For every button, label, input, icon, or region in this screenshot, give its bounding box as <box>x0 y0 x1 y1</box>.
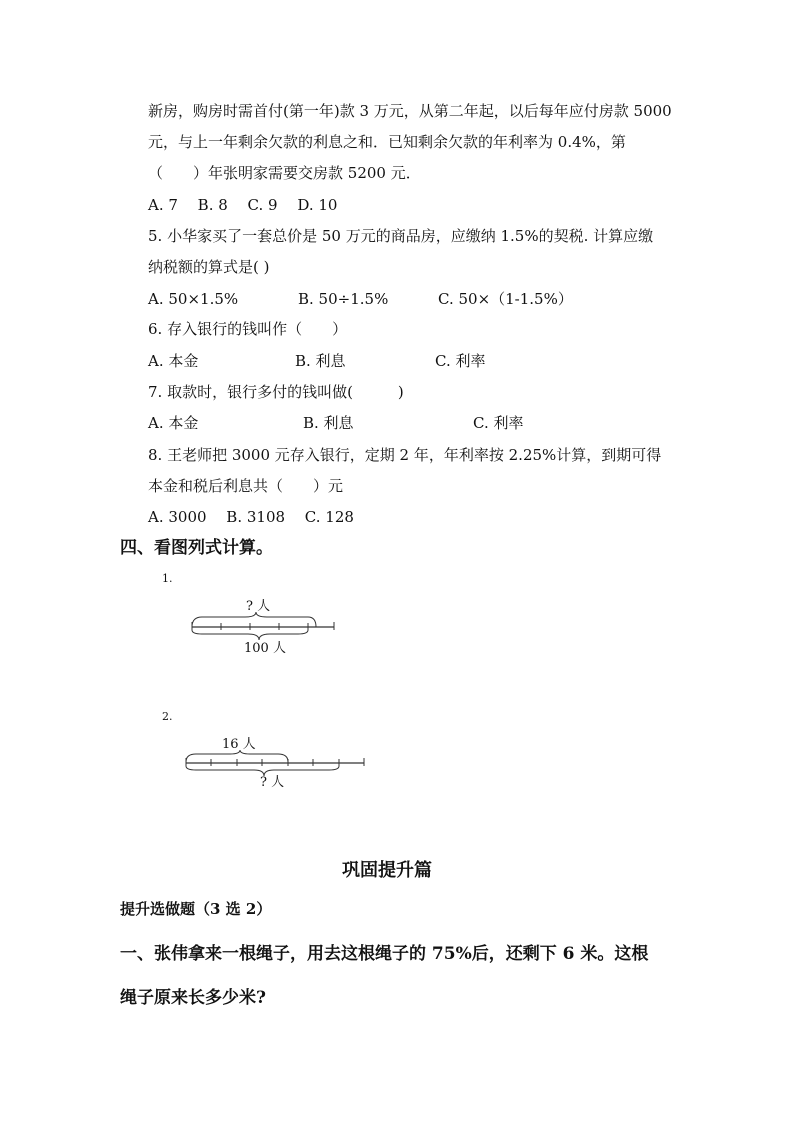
q4-options: A. 7 B. 8 C. 9 D. 10 <box>148 196 338 214</box>
q5-option-b: B. 50÷1.5% <box>298 290 389 308</box>
q7-option-b: B. 利息 <box>303 414 354 432</box>
figure-1 <box>150 570 390 670</box>
q6-option-a: A. 本金 <box>148 352 199 370</box>
q4-line-3: （ ）年张明家需要交房款 5200 元． <box>148 164 421 182</box>
problem-1-line-1: 一、张伟拿来一根绳子，用去这根绳子的 75%后，还剩下 6 米。这根 <box>120 944 649 964</box>
q4-line-2: 元，与上一年剩余欠款的利息之和．已知剩余欠款的年利率为 0.4%，第 <box>148 133 626 151</box>
figure-2 <box>150 710 390 800</box>
problem-1-line-2: 绳子原来长多少米? <box>120 988 266 1008</box>
q7-option-a: A. 本金 <box>148 414 199 432</box>
figure-1-number: 1. <box>162 572 173 585</box>
q8-line-1: 8. 王老师把 3000 元存入银行，定期 2 年，年利率按 2.25%计算，到期可得 <box>148 446 662 464</box>
q4-line-1: 新房，购房时需首付(第一年)款 3 万元，从第二年起，以后每年应付房款 5000 <box>148 102 672 120</box>
figure-2-top-label: 16 人 <box>222 737 256 752</box>
q5-line-1: 5. 小华家买了一套总价是 50 万元的商品房，应缴纳 1.5%的契税. 计算应缴 <box>148 227 654 245</box>
part-title: 巩固提升篇 <box>342 860 432 881</box>
q5-line-2: 纳税额的算式是( ) <box>148 258 270 276</box>
figure-2-number: 2. <box>162 710 173 723</box>
q7-option-c: C. 利率 <box>473 414 524 432</box>
figure-1-top-label: ? 人 <box>246 599 271 614</box>
section-4-heading: 四、看图列式计算。 <box>120 538 273 558</box>
q6-text: 6. 存入银行的钱叫作（ ） <box>148 320 348 338</box>
q6-option-c: C. 利率 <box>435 352 486 370</box>
q7-text: 7. 取款时，银行多付的钱叫做( ) <box>148 383 404 401</box>
figure-2-bottom-label: ? 人 <box>260 775 285 790</box>
q8-line-2: 本金和税后利息共（ ）元 <box>148 477 344 495</box>
q8-options: A. 3000 B. 3108 C. 128 <box>148 508 354 526</box>
sub-heading: 提升选做题（3 选 2） <box>120 900 272 918</box>
q6-option-b: B. 利息 <box>295 352 346 370</box>
figure-1-bottom-brace <box>192 630 308 640</box>
figure-1-top-brace <box>192 612 316 627</box>
figure-1-bottom-label: 100 人 <box>244 641 286 656</box>
q5-option-c: C. 50×（1-1.5%） <box>438 290 573 308</box>
q5-option-a: A. 50×1.5% <box>148 290 239 308</box>
